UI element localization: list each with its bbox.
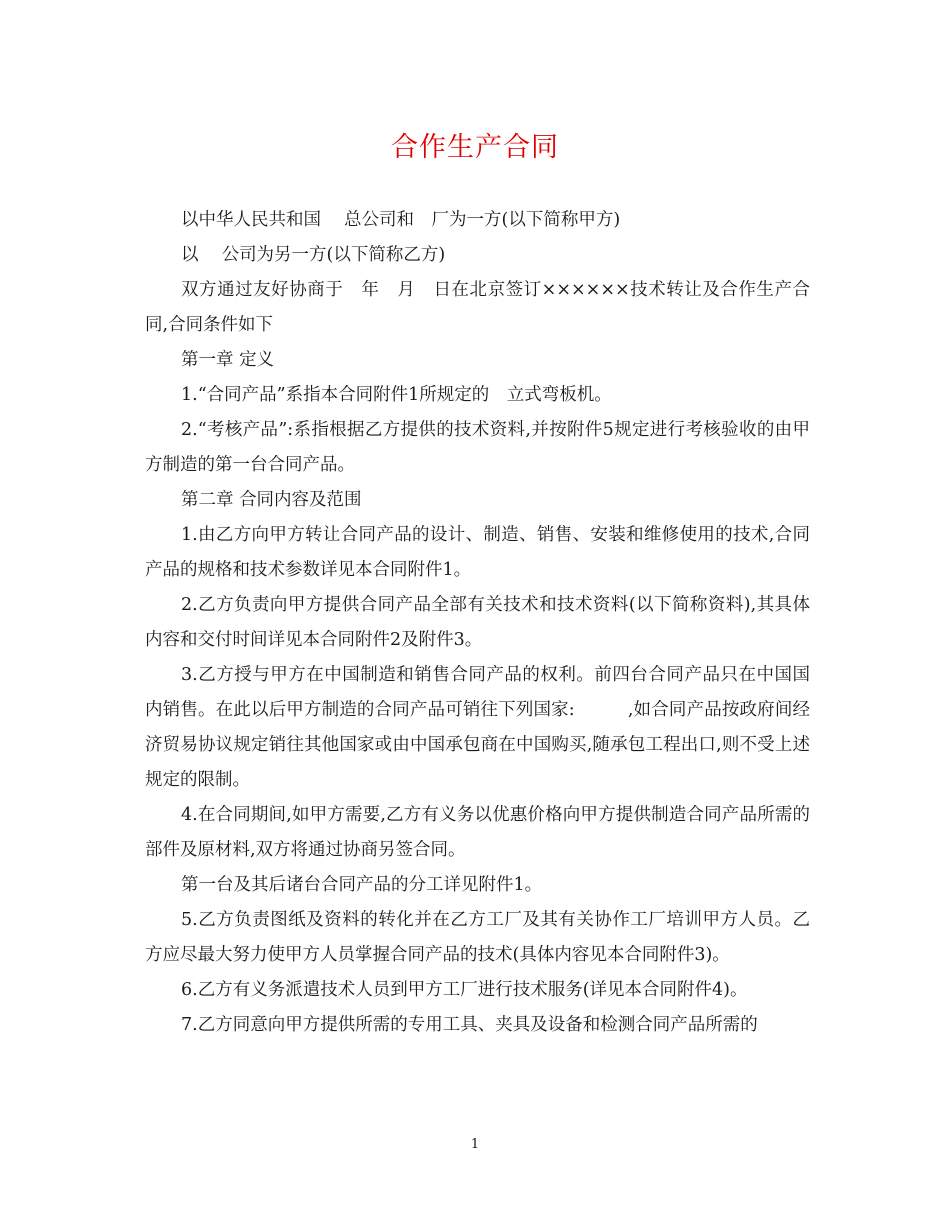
paragraph-party-b: 以 公司为另一方(以下简称乙方)	[181, 245, 446, 265]
clause-2-5: 5.乙方负责图纸及资料的转化并在乙方工厂及其有关协作工厂培训甲方人员。乙方应尽最大努力使甲方人员掌握合同产品的技术(具体内容见本合同附件3)。	[145, 910, 810, 965]
document-body	[145, 203, 810, 1043]
chapter-heading-2: 第二章 合同内容及范围	[181, 490, 362, 510]
clause-2-2: 2.乙方负责向甲方提供合同产品全部有关技术和技术资料(以下简称资料),其具体内容和交付时间详见本合同附件2及附件3。	[145, 595, 810, 650]
clause-2-3: 3.乙方授与甲方在中国制造和销售合同产品的权利。前四台合同产品只在中国国内销售。在此以后甲方制造的合同产品可销往下列国家: ,如合同产品按政府间经济贸易协议规定销往其他国家或由中国承包商在中国购买,随承包工程出口,则不受上述规定的限制。	[145, 665, 810, 790]
chapter-heading-1: 第一章 定义	[181, 350, 275, 370]
page-number: 1	[470, 1137, 480, 1152]
clause-2-7: 7.乙方同意向甲方提供所需的专用工具、夹具及设备和检测合同产品所需的	[181, 1015, 758, 1035]
document-title: 合作生产合同	[391, 132, 559, 163]
clause-2-4: 4.在合同期间,如甲方需要,乙方有义务以优惠价格向甲方提供制造合同产品所需的部件及原材料,双方将通过协商另签合同。	[145, 805, 810, 860]
clause-1-2: 2.“考核产品”:系指根据乙方提供的技术资料,并按附件5规定进行考核验收的由甲方制造的第一台合同产品。	[145, 420, 810, 475]
clause-2-1: 1.由乙方向甲方转让合同产品的设计、制造、销售、安装和维修使用的技术,合同产品的规格和技术参数详见本合同附件1。	[145, 525, 810, 580]
clause-1-1: 1.“合同产品”系指本合同附件1所规定的 立式弯板机。	[181, 385, 612, 405]
clause-2-4-note: 第一台及其后诸台合同产品的分工详见附件1。	[181, 875, 543, 895]
clause-2-6: 6.乙方有义务派遣技术人员到甲方工厂进行技术服务(详见本合同附件4)。	[181, 980, 748, 1000]
paragraph-preamble: 双方通过友好协商于 年 月 日在北京签订××××××技术转让及合作生产合同,合同条件如下	[145, 280, 810, 335]
paragraph-party-a: 以中华人民共和国 总公司和 厂为一方(以下简称甲方)	[181, 210, 621, 230]
